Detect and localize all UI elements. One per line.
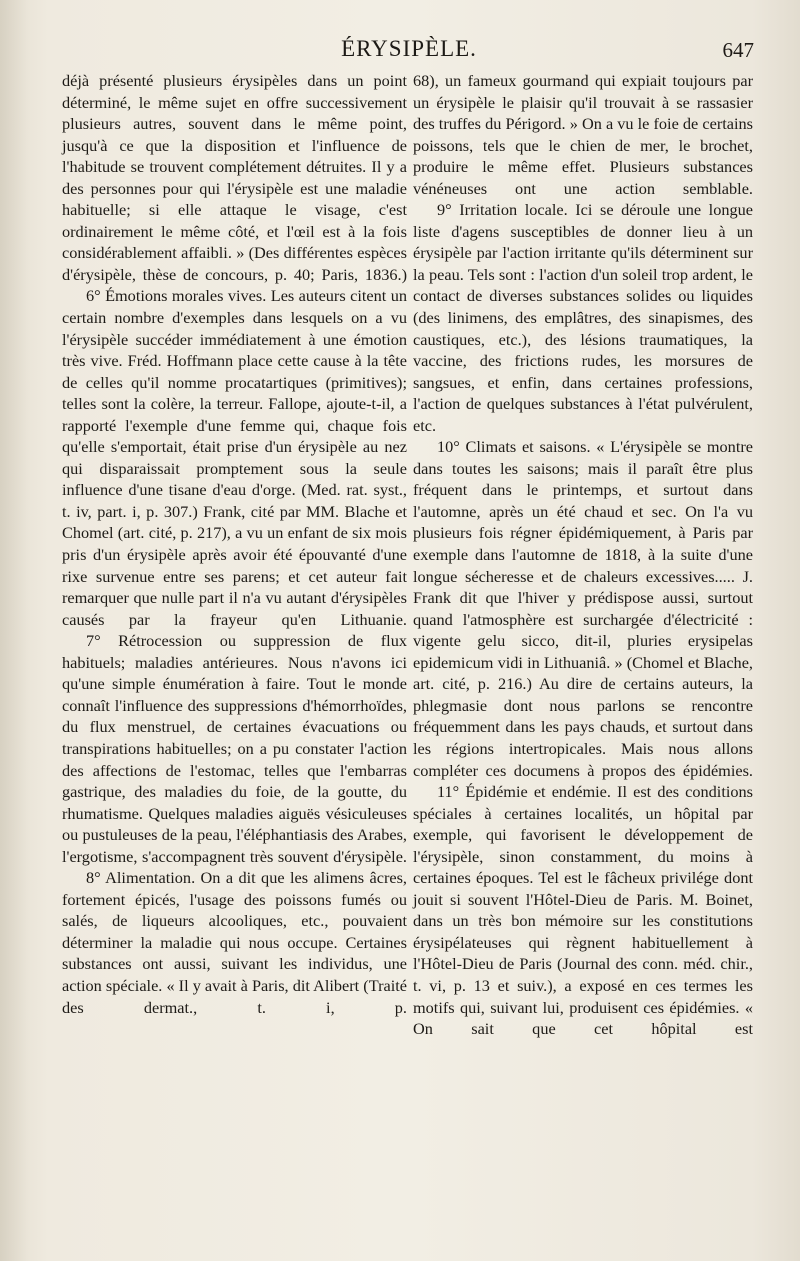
paragraph: déjà présenté plusieurs érysipèles dans un point déterminé, le même sujet en offre successivement plusieurs autres, souvent dans le même point, jusqu'à ce que la disposition et l'influence de l'habitude se trouvent complétement détruites. Il y a des personnes pour qui l'érysipèle est une maladie habituelle; si elle attaque le visage, c'est ordinairement le même côté, et l'œil est à la fois considérablement affaibli. » (Des différentes espèces d'érysipèle, thèse de concours, p. 40; Paris, 1836.)	[62, 71, 407, 284]
paragraph: 11° Épidémie et endémie. Il est des conditions spéciales à certaines localités, un hôpital par exemple, qui favorisent le développement de l'érysipèle, sinon constamment, du moins à certaines époques. Tel est le fâcheux privilége dont jouit si souvent l'Hôtel-Dieu de Paris. M. Boinet, dans un très bon mémoire sur les constitutions érysipélateuses qui règnent habituellement à l'Hôtel-Dieu de Paris (Journal des conn. méd. chir., t. vi, p. 13 et suiv.), a exposé en ces termes les motifs qui, suivant lui, produisent ces épidémies. « On sait que cet hôpital est	[413, 782, 753, 1039]
left-text-column	[62, 70, 407, 1018]
paragraph: 6° Émotions morales vives. Les auteurs citent un certain nombre d'exemples dans lesquels on a vu l'érysipèle succéder immédiatement à une émotion très vive. Fréd. Hoffmann place cette cause à la tête de celles qu'il nomme procatartiques (primitives); telles sont la colère, la terreur. Fallope, ajoute-t-il, a rapporté l'exemple d'une femme qui, chaque fois qu'elle s'emportait, était prise d'un érysipèle au nez qui disparaissait promptement sous la seule influence d'une tisane d'eau d'orge. (Med. rat. syst., t. iv, part. i, p. 307.) Frank, cité par MM. Blache et Chomel (art. cité, p. 217), a vu un enfant de six mois pris d'un érysipèle après avoir été épouvanté d'une rixe survenue entre ses parens; et cet auteur fait remarquer que nulle part il n'a vu autant d'érysipèles causés par la frayeur qu'en Lithuanie.	[62, 286, 407, 629]
running-title: ÉRYSIPÈLE.	[341, 36, 477, 61]
paragraph: 68), un fameux gourmand qui expiait toujours par un érysipèle le plaisir qu'il trouvait à se rassasier des truffes du Périgord. » On a vu le foie de certains poissons, tels que le chien de mer, le brochet, produire le même effet. Plusieurs substances vénéneuses ont une action semblable.	[413, 71, 753, 198]
right-text-column	[413, 70, 753, 1040]
paragraph: 10° Climats et saisons. « L'érysipèle se montre dans toutes les saisons; mais il paraît être plus fréquent dans le printemps, et surtout dans l'automne, après un été chaud et sec. On l'a vu plusieurs fois régner épidémiquement, à Paris par exemple dans l'automne de 1818, à la suite d'une longue sécheresse et de chaleurs excessives..... J. Frank dit que l'hiver y prédispose aussi, surtout quand l'atmosphère est surchargée d'électricité : vigente gelu sicco, dit-il, pluries erysipelas epidemicum vidi in Lithuaniâ. » (Chomel et Blache, art. cité, p. 216.) Au dire de certains auteurs, la phlegmasie dont nous parlons se rencontre fréquemment dans les pays chauds, et surtout dans les régions intertropicales. Mais nous allons compléter ces documens à propos des épidémies.	[413, 437, 753, 780]
page-number: 647	[722, 38, 754, 62]
paragraph: 7° Rétrocession ou suppression de flux habituels; maladies antérieures. Nous n'avons ici qu'une simple énumération à faire. Tout le monde connaît l'influence des suppressions d'hémorrhoïdes, du flux menstruel, de certaines évacuations ou transpirations habituelles; on a pu constater l'action des affections de l'estomac, telles que l'embarras gastrique, des maladies du foie, de la goutte, du rhumatisme. Quelques maladies aiguës vésiculeuses ou pustuleuses de la peau, l'éléphantiasis des Arabes, l'ergotisme, s'accompagnent très souvent d'érysipèle.	[62, 631, 407, 866]
paragraph: 8° Alimentation. On a dit que les alimens âcres, fortement épicés, l'usage des poissons fumés ou salés, de liqueurs alcooliques, etc., pouvaient déterminer la maladie qui nous occupe. Certaines substances ont aussi, suivant les individus, une action spéciale. « Il y avait à Paris, dit Alibert (Traité des dermat., t. i, p.	[62, 868, 407, 1017]
page-gutter-shadow	[0, 0, 28, 1261]
page-header	[64, 36, 754, 70]
paragraph: 9° Irritation locale. Ici se déroule une longue liste d'agens susceptibles de donner lieu à un érysipèle par l'action irritante qu'ils déterminent sur la peau. Tels sont : l'action d'un soleil trop ardent, le contact de diverses substances solides ou liquides (des linimens, des emplâtres, des sinapismes, des caustiques, etc.), des lésions traumatiques, la vaccine, des frictions rudes, les morsures de sangsues, et enfin, dans certaines professions, l'action de quelques substances à l'état pulvérulent, etc.	[413, 200, 753, 435]
